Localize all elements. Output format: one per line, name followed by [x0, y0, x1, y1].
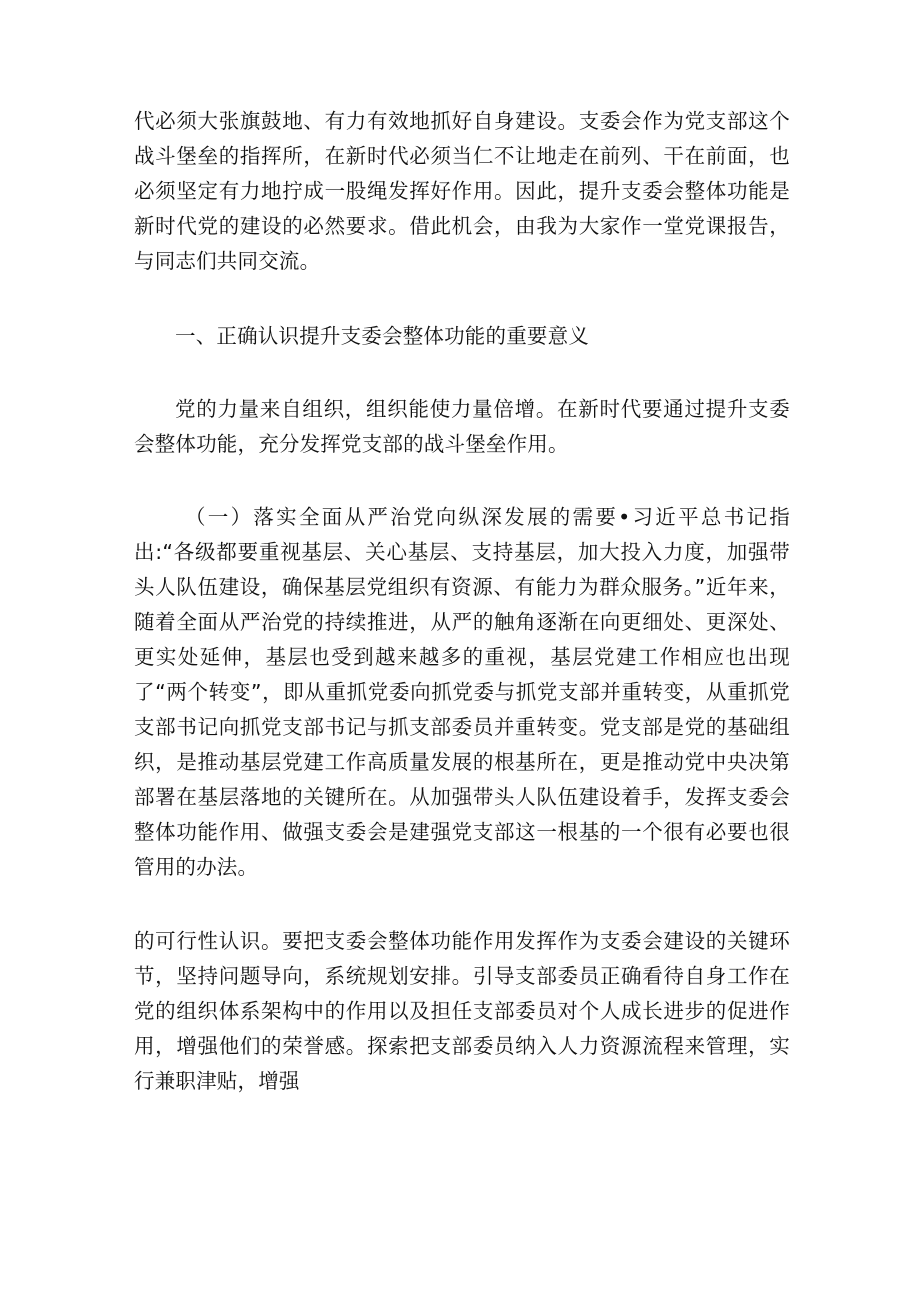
document-page	[134, 104, 790, 1099]
paragraph-subsection-one: （一）落实全面从严治党向纵深发展的需要•习近平总书记指出:“各级都要重视基层、关心基层、支持基层，加大投入力度，加强带头人队伍建设，确保基层党组织有资源、有能力为群众服务。”近年来，随着全面从严治党的持续推进，从严的触角逐渐在向更细处、更深处、更实处延伸，基层也受到越来越多的重视，基层党建工作相应也出现了“两个转变”，即从重抓党委向抓党委与抓党支部并重转变，从重抓党支部书记向抓党支部书记与抓支部委员并重转变。党支部是党的基础组织，是推动基层党建工作高质量发展的根基所在，更是推动党中央决第部署在基层落地的关键所在。从加强带头人队伍建设着手，发挥支委会整体功能作用、做强支委会是建强党支部这一根基的一个很有必要也很管用的办法。	[134, 505, 790, 879]
paragraph-intro: 代必须大张旗鼓地、有力有效地抓好自身建设。支委会作为党支部这个战斗堡垒的指挥所，在新时代必须当仁不让地走在前列、干在前面，也必须坚定有力地拧成一股绳发挥好作用。因此，提升支委会整体功能是新时代党的建设的必然要求。借此机会，由我为大家作一堂党课报告，与同志们共同交流。	[134, 109, 790, 273]
section-heading: 一、正确认识提升支委会整体功能的重要意义	[175, 324, 589, 348]
paragraph-feasibility: 的可行性认识。要把支委会整体功能作用发挥作为支委会建设的关键环节，坚持问题导向，系统规划安排。引导支部委员正确看待自身工作在党的组织体系架构中的作用以及担任支部委员对个人成长进步的促进作用，增强他们的荣誉感。探索把支部委员纳入人力资源流程来管理，实行兼职津贴，增强	[134, 929, 790, 1093]
paragraph-organization: 党的力量来自组织，组织能使力量倍增。在新时代要通过提升支委会整体功能，充分发挥党支部的战斗堡垒作用。	[134, 397, 790, 456]
